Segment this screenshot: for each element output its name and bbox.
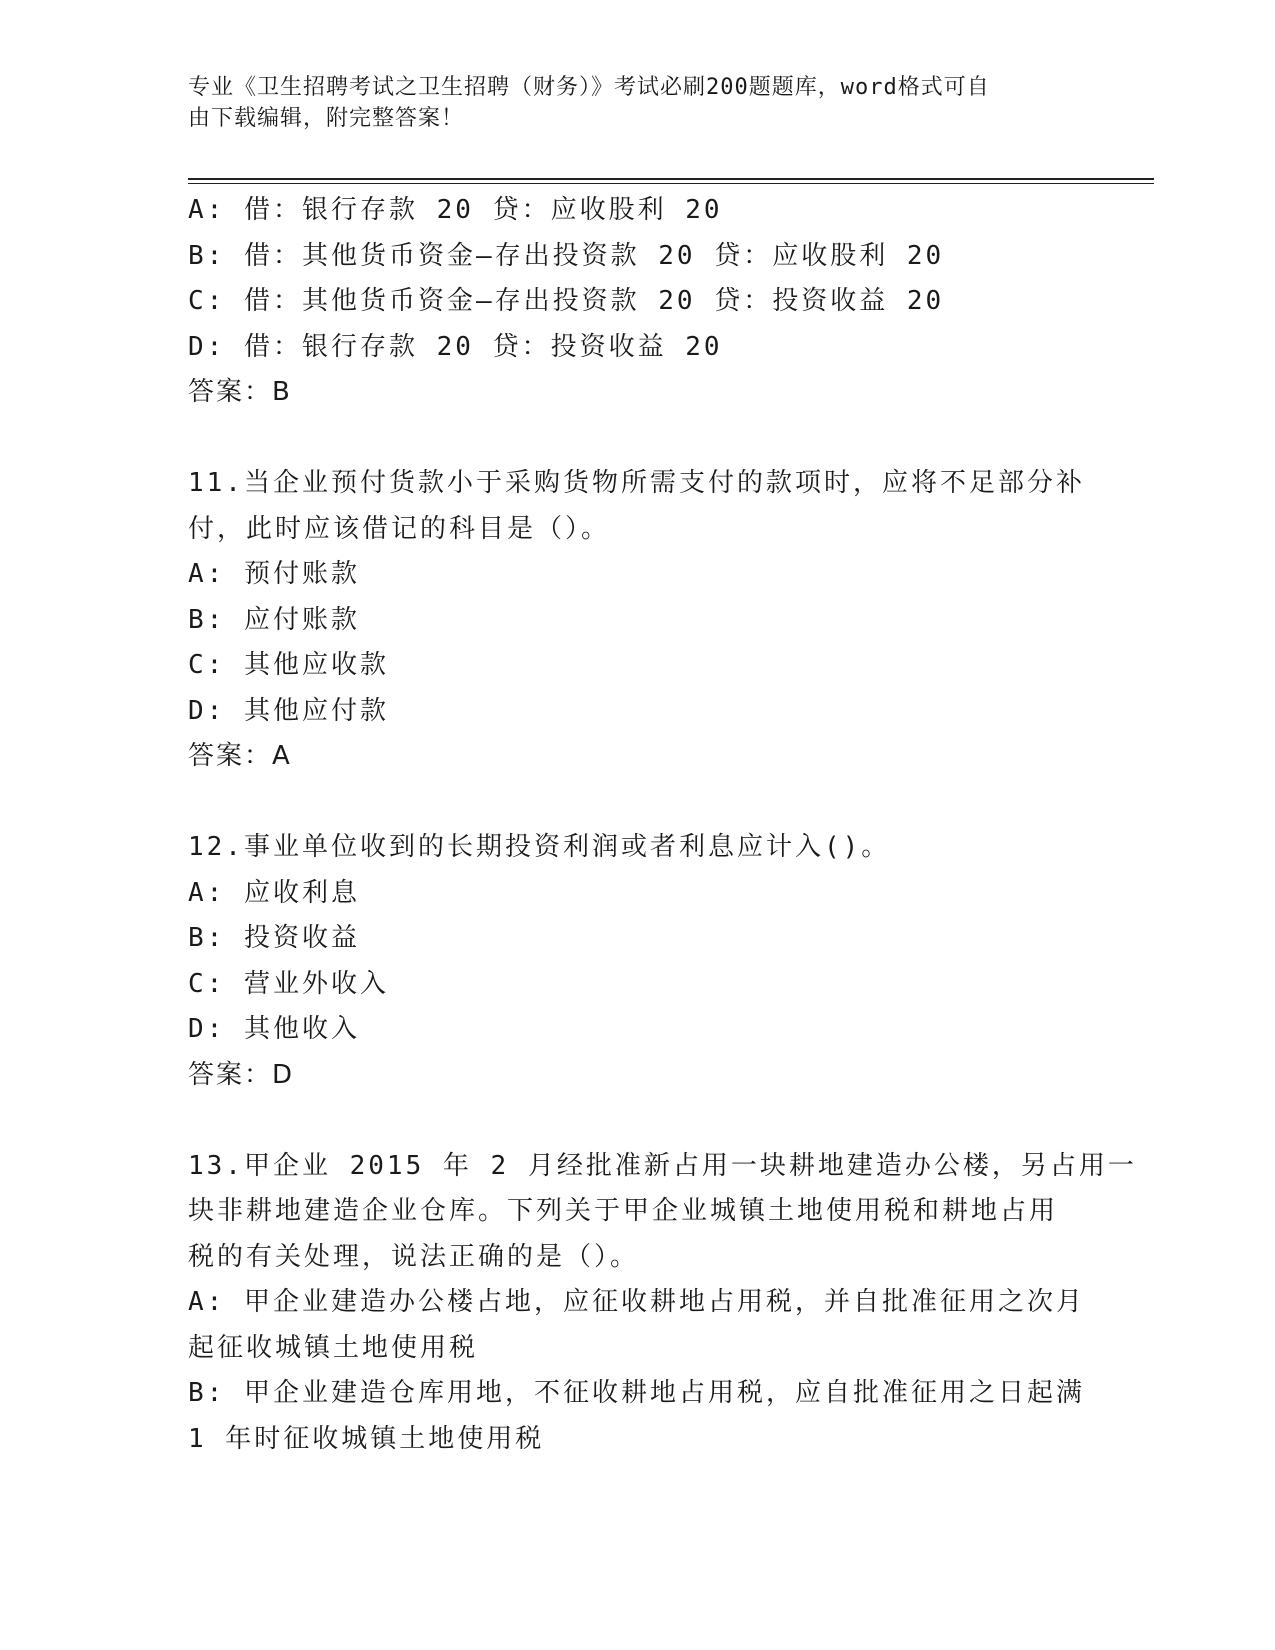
- page-header: [188, 72, 1078, 134]
- option-d: D: 其他应付款: [188, 695, 389, 726]
- spacer: [188, 416, 1088, 462]
- option-b-continued: 1 年时征收城镇土地使用税: [188, 1423, 545, 1454]
- option-a: A: 应收利息: [188, 877, 360, 908]
- question-12: [188, 825, 1088, 1098]
- option-a: A: 甲企业建造办公楼占地，应征收耕地占用税，并自批准征用之次月: [188, 1287, 1085, 1317]
- answer-label: 答案：: [188, 377, 273, 407]
- header-title-line-1: 专业《卫生招聘考试之卫生招聘（财务）》考试必刷200题题库，word格式可自: [188, 75, 990, 100]
- answer-line: [188, 734, 1088, 780]
- option-a: A: 借：银行存款 20 贷：应收股利 20: [188, 195, 723, 225]
- question-13: [188, 1144, 1137, 1463]
- option-b: B: 甲企业建造仓库用地，不征收耕地占用税，应自批准征用之日起满: [188, 1378, 1085, 1408]
- question-stem-line: 税的有关处理，说法正确的是（）。: [188, 1241, 640, 1272]
- option-c: C: 营业外收入: [188, 968, 389, 999]
- answer-line: [188, 370, 1088, 416]
- option-d: D: 其他收入: [188, 1014, 360, 1044]
- header-divider-thick: [188, 178, 1154, 180]
- answer-value: D: [272, 1059, 295, 1090]
- spacer: [188, 1098, 1088, 1144]
- answer-value: A: [272, 741, 292, 771]
- answer-label: 答案：: [188, 741, 273, 771]
- question-list: [188, 188, 1137, 1462]
- header-title-line-2: 由下载编辑，附完整答案！: [188, 106, 465, 131]
- question-11: [188, 461, 1088, 780]
- question-stem-line: 付，此时应该借记的科目是（）。: [188, 513, 611, 544]
- option-c: C: 其他应收款: [188, 650, 389, 680]
- question-stem-line: 12.事业单位收到的长期投资利润或者利息应计入()。: [188, 832, 891, 862]
- question-stem-line: 块非耕地建造企业仓库。下列关于甲企业城镇土地使用税和耕地占用: [188, 1196, 1059, 1226]
- spacer: [188, 780, 1088, 826]
- option-c: C: 借：其他货币资金—存出投资款 20 贷：投资收益 20: [188, 286, 945, 316]
- question-stem-line: 13.甲企业 2015 年 2 月经批准新占用一块耕地建造办公楼，另占用一: [188, 1150, 1137, 1181]
- answer-label: 答案：: [188, 1059, 273, 1090]
- option-a-continued: 起征收城镇土地使用税: [188, 1332, 479, 1363]
- header-divider-thin: [188, 183, 1154, 184]
- answer-value: B: [272, 377, 292, 407]
- option-d: D: 借：银行存款 20 贷：投资收益 20: [188, 331, 723, 362]
- option-a: A: 预付账款: [188, 559, 360, 589]
- option-b: B: 借：其他货币资金—存出投资款 20 贷：应收股利 20: [188, 240, 945, 271]
- question-stem-line: 11.当企业预付货款小于采购货物所需支付的款项时，应将不足部分补: [188, 468, 1085, 498]
- option-b: B: 投资收益: [188, 923, 360, 953]
- answer-line: [188, 1053, 1088, 1099]
- option-b: B: 应付账款: [188, 604, 360, 635]
- question-10: [188, 188, 1088, 416]
